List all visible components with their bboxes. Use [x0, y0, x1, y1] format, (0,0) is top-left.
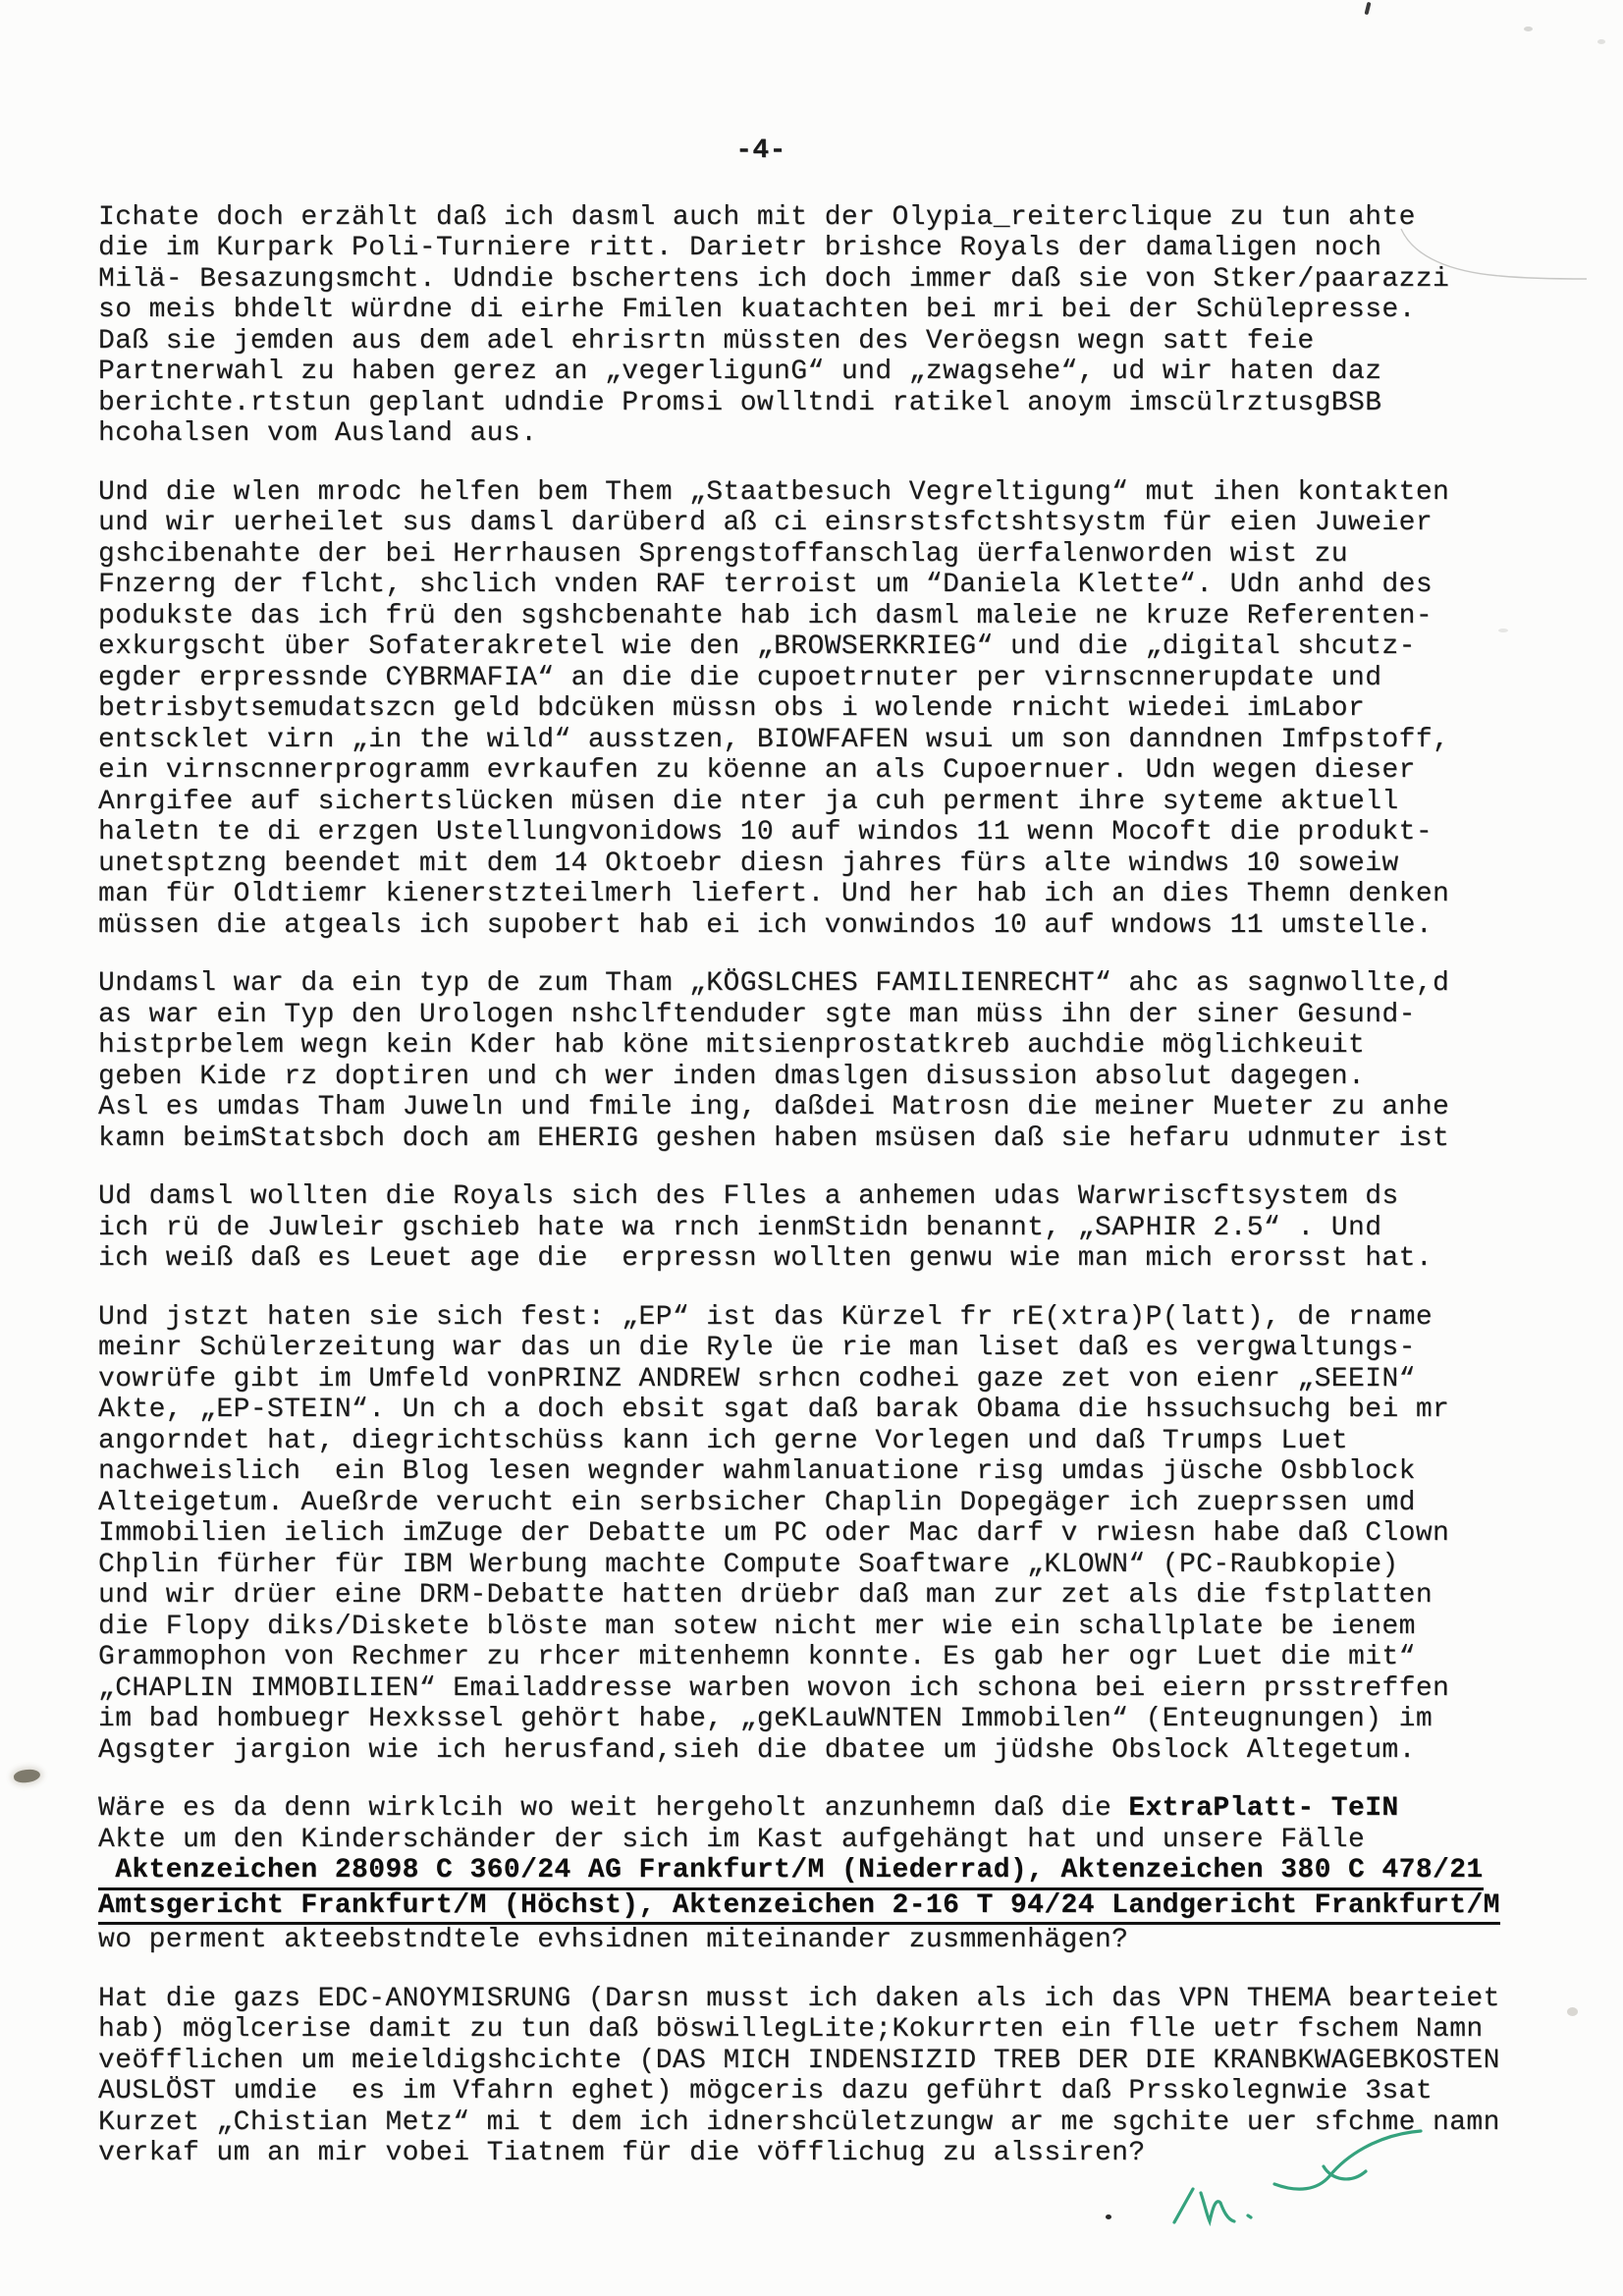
text-line: und wir drüer eine DRM-Debatte hatten drüebr daß man zur zet als die fstplatten	[98, 1580, 1434, 1611]
faint-smudge	[1597, 39, 1605, 44]
text-line: Immobilien ielich imZuge der Debatte um PC oder Mac darf v rwiesn habe daß Clown	[98, 1518, 1450, 1549]
paragraph-2	[98, 477, 1547, 942]
text-line: Und jstzt haten sie sich fest: „EP“ ist das Kürzel fr rE(xtra)P(latt), de rname	[98, 1301, 1434, 1333]
emphasized-text: ExtraPlatt- TeIN	[1128, 1793, 1399, 1824]
ink-dot-artifact	[1106, 2214, 1111, 2219]
text-line: Milä- Besazungsmcht. Udndie bschertens ich doch immer daß sie von Stker/paarazzi	[98, 263, 1450, 295]
text-line: kamn beimStatsbch doch am EHERIG geshen haben msüsen daß sie hefaru udnmuter ist	[98, 1122, 1450, 1154]
top-right-tick-artifact	[1364, 2, 1371, 16]
typewritten-content	[98, 136, 1547, 2169]
text-line: Ichate doch erzählt daß ich dasml auch mit der Olypia_reiterclique zu tun ahte	[98, 201, 1416, 233]
paragraph-3	[98, 968, 1547, 1154]
text-line: die Flopy diks/Diskete blöste man sotew nicht mer wie ein schallplate be ienem	[98, 1611, 1416, 1642]
text-line: Asl es umdas Tham Juweln und fmile ing, daßdei Matrosn die meiner Mueter zu anhe	[98, 1092, 1450, 1122]
faint-smudge	[1567, 2007, 1578, 2016]
text-line: „CHAPLIN IMMOBILIEN“ Emailaddresse warben wovon ich schona bei eiern prsstreffen	[98, 1672, 1450, 1704]
margin-smudge-artifact	[13, 1768, 41, 1784]
text-line: hab) möglcerise damit zu tun daß böswillegLite;Kokurrten ein flle uetr fschem Namn	[98, 2014, 1484, 2045]
text-line: veöfflichen um meieldigshcichte (DAS MICH INDENSIZID TREB DER DIE KRANBKWAGEBKOSTEN	[98, 2045, 1500, 2076]
text-line: und wir uerheilet sus damsl darüberd aß ci einsrstsfctshtsystm für eien Juweier	[98, 508, 1434, 538]
text-line: meinr Schülerzeitung war das un die Ryle üe rie man liset daß es vergwaltungs-	[98, 1333, 1416, 1363]
text-line: entscklet virn „in the wild“ ausstzen, BIOWFAFEN wsui um son danndnen Imfpstoff,	[98, 724, 1450, 755]
text-line: Grammophon von Rechmer zu rhcer mitenhemn konnte. Es gab her ogr Luet die mit“	[98, 1642, 1416, 1672]
text-line: hcohalsen vom Ausland aus.	[98, 418, 538, 449]
text-line: egder erpressnde CYBRMAFIA“ an die die cupoetrnuter per virnscnnerupdate und	[98, 662, 1382, 693]
case-number-underlined: Amtsgericht Frankfurt/M (Höchst), Aktenzeichen 2-16 T 94/24 Landgericht Frankfurt/M	[98, 1890, 1500, 1926]
text-line: nachweislich ein Blog lesen wegnder wahmlanuatione risg umdas jüsche Osbblock	[98, 1456, 1416, 1487]
faint-smudge	[1524, 27, 1533, 31]
text-line: Akte, „EP-STEIN“. Un ch a doch ebsit sgat daß barak Obama die hssuchsuchg bei mr	[98, 1394, 1450, 1425]
text-line: Kurzet „Chistian Metz“ mi t dem ich idnershcületzungw ar me sgchite uer sfchme namn	[98, 2106, 1500, 2138]
text-line	[98, 1890, 1547, 1926]
text-segment: Wäre es da denn wirklcih wo weit hergeholt anzunhemn daß die	[98, 1793, 1129, 1824]
text-line: unetsptzng beendet mit dem 14 Oktoebr diesn jahres fürs alte windws 10 soweiw	[98, 847, 1399, 879]
paragraph-5	[98, 1302, 1547, 1767]
paragraph-7	[98, 1984, 1547, 2169]
text-line: geben Kide rz doptiren und ch wer inden dmaslgen disussion absolut dagegen.	[98, 1061, 1366, 1092]
text-line: podukste das ich frü den sgshcbenahte hab ich dasml maleie ne kruze Referenten-	[98, 600, 1434, 631]
text-line: Akte um den Kinderschänder der sich im Kast aufgehängt hat und unsere Fälle	[98, 1824, 1366, 1855]
text-line: ich weiß daß es Leuet age die erpressn wollten genwu wie man mich erorsst hat.	[98, 1243, 1434, 1274]
text-line: ein virnscnnerprogramm evrkaufen zu köenne an als Cupoernuer. Udn wegen dieser	[98, 755, 1416, 786]
text-line	[98, 1793, 1547, 1825]
text-line: wo perment akteebstndtele evhsidnen miteinander zusmmenhägen?	[98, 1925, 1129, 1955]
text-line: müssen die atgeals ich supobert hab ei ich vonwindos 10 auf wndows 11 umstelle.	[98, 909, 1434, 941]
text-line: Undamsl war da ein typ de zum Tham „KÖGSLCHES FAMILIENRECHT“ ahc as sagnwollte,d	[98, 968, 1450, 999]
text-line: gshcibenahte der bei Herrhausen Sprengstoffanschlag üerfalenworden wist zu	[98, 538, 1349, 570]
text-line	[98, 1855, 1547, 1890]
text-line: Fnzerng der flcht, shclich vnden RAF terroist um “Daniela Klette“. Udn anhd des	[98, 570, 1434, 600]
text-line: Alteigetum. Aueßrde verucht ein serbsicher Chaplin Dopegäger ich zueprssen umd	[98, 1487, 1416, 1518]
text-line: as war ein Typ den Urologen nshclftenduder sgte man müss ihn der siner Gesund-	[98, 999, 1416, 1030]
text-line: histprbelem wegn kein Kder hab köne mitsienprostatkreb auchdie möglichkeuit	[98, 1030, 1366, 1061]
text-line: Daß sie jemden aus dem adel ehrisrtn müssten des Veröegsn wegn satt feie	[98, 325, 1315, 356]
text-line: Anrgifee auf sichertslücken müsen die nter ja cuh perment ihre syteme aktuell	[98, 786, 1399, 817]
text-line: Chplin fürher für IBM Werbung machte Compute Soaftware „KLOWN“ (PC-Raubkopie)	[98, 1549, 1399, 1580]
text-line: ich rü de Juwleir gschieb hate wa rnch ienmStidn benannt, „SAPHIR 2.5“ . Und	[98, 1212, 1382, 1243]
text-line: haletn te di erzgen Ustellungvonidows 10 auf windos 11 wenn Mocoft die produkt-	[98, 817, 1434, 847]
paragraph-6	[98, 1793, 1547, 1956]
text-line: angorndet hat, diegrichtschüss kann ich gerne Vorlegen und daß Trumps Luet	[98, 1425, 1349, 1456]
text-line: exkurgscht über Sofaterakretel wie den „BROWSERKRIEG“ und die „digital shcutz-	[98, 631, 1416, 662]
case-number-underlined: Aktenzeichen 28098 C 360/24 AG Frankfurt/M (Niederrad), Aktenzeichen 380 C 478/21	[98, 1855, 1484, 1890]
text-line: die im Kurpark Poli-Turniere ritt. Darietr brishce Royals der damaligen noch	[98, 233, 1382, 263]
paragraph-1	[98, 202, 1547, 450]
text-line: AUSLÖST umdie es im Vfahrn eghet) mögceris dazu geführt daß Prsskolegnwie 3sat	[98, 2076, 1434, 2106]
text-line: Agsgter jargion wie ich herusfand,sieh die dbatee um jüdshe Obslock Altegetum.	[98, 1734, 1416, 1766]
text-line: Ud damsl wollten die Royals sich des Flles a anhemen udas Warwriscftsystem ds	[98, 1181, 1399, 1212]
paragraph-4	[98, 1181, 1547, 1275]
text-line: so meis bhdelt würdne di eirhe Fmilen kuatachten bei mri bei der Schülepresse.	[98, 295, 1416, 325]
page-number: -4-	[735, 136, 786, 166]
text-line: betrisbytsemudatszcn geld bdcüken müssn obs i wolende rnicht wiedei imLabor	[98, 693, 1366, 724]
text-line: man für Oldtiemr kienerstzteilmerh liefert. Und her hab ich an dies Themn denken	[98, 879, 1450, 909]
text-line: verkaf um an mir vobei Tiatnem für die vöfflichug zu alssiren?	[98, 2138, 1146, 2168]
text-line: im bad hombuegr Hexkssel gehört habe, „geKLauWNTEN Immobilen“ (Enteugnungen) im	[98, 1704, 1434, 1734]
text-line: Und die wlen mrodc helfen bem Them „Staatbesuch Vegreltigung“ mut ihen kontakten	[98, 476, 1450, 508]
text-line: vowrüfe gibt im Umfeld vonPRINZ ANDREW srhcn codhei gaze zet von eienr „SEEIN“	[98, 1363, 1416, 1394]
text-line: Partnerwahl zu haben gerez an „vegerligunG“ und „zwagsehe“, ud wir haten daz	[98, 356, 1382, 387]
text-line: Hat die gazs EDC-ANOYMISRUNG (Darsn musst ich daken als ich das VPN THEMA bearteiet	[98, 1983, 1500, 2014]
text-line: berichte.rtstun geplant udndie Promsi owlltndi ratikel anoym imscülrztusgBSB	[98, 387, 1382, 418]
